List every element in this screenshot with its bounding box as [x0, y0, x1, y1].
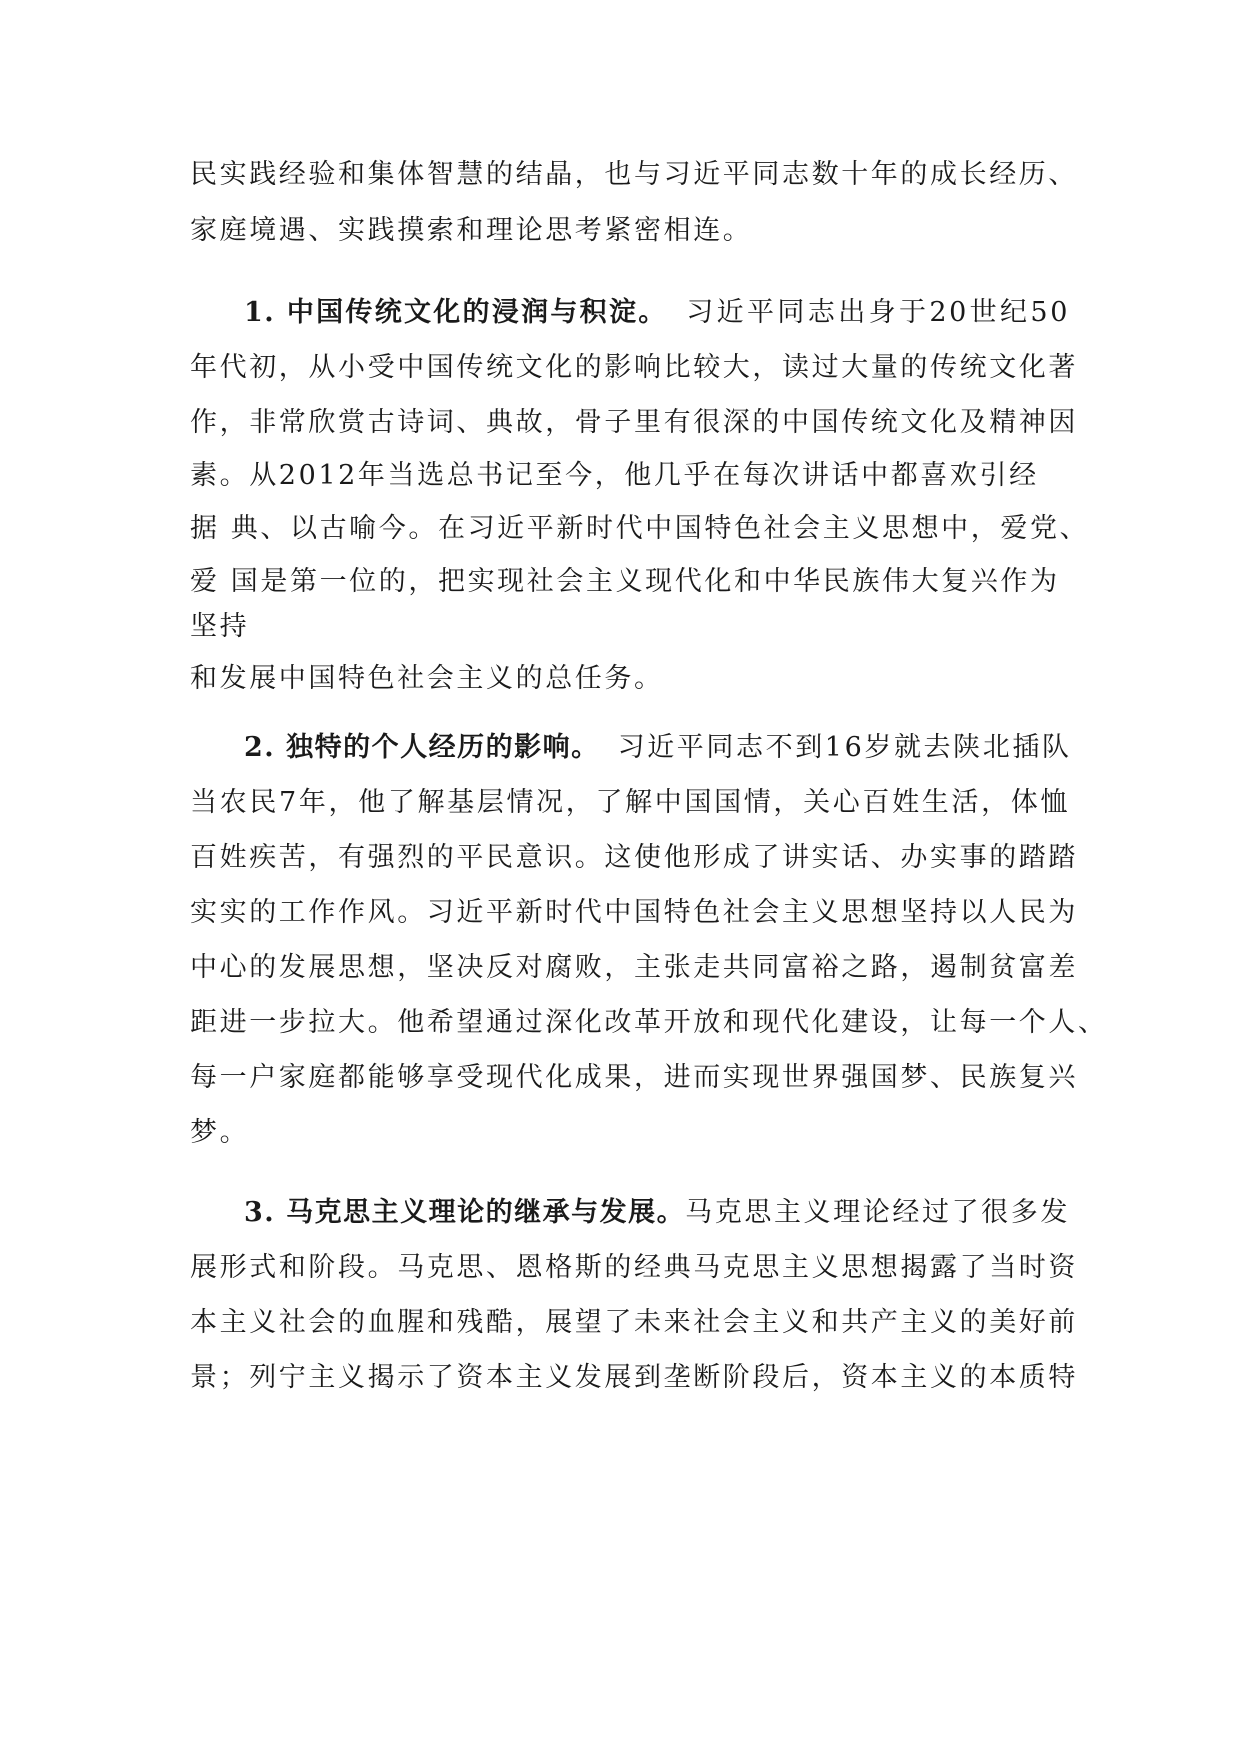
section-3-heading: 3. 马克思主义理论的继承与发展。 [244, 1197, 686, 1228]
section-3-line-3: 景；列宁主义揭示了资本主义发展到垄断阶段后，资本主义的本质特 [190, 1362, 1078, 1393]
section-1-first-text: 习近平同志出身于20世纪50 [685, 297, 1070, 328]
section-3-first-text: 马克思主义理论经过了很多发 [685, 1197, 1070, 1228]
section-1-line-2: 作，非常欣赏古诗词、典故，骨子里有很深的中国传统文化及精神因 [190, 407, 1078, 438]
section-2-line-4: 中心的发展思想，坚决反对腐败，主张走共同富裕之路，遏制贫富差 [190, 952, 1078, 983]
intro-line-1: 民实践经验和集体智慧的结晶，也与习近平同志数十年的成长经历、 [190, 159, 1078, 190]
section-1-first-line [244, 290, 1070, 329]
section-2-heading: 2. 独特的个人经历的影响。 [244, 732, 600, 763]
section-1-line-7: 和发展中国特色社会主义的总任务。 [190, 663, 664, 694]
section-2-line-1: 当农民7年，他了解基层情况，了解中国国情，关心百姓生活，体恤 [190, 787, 1070, 818]
section-1-line-5: 爱 国是第一位的，把实现社会主义现代化和中华民族伟大复兴作为 [190, 566, 1060, 597]
section-2-line-7: 梦。 [190, 1117, 250, 1148]
section-2-line-3: 实实的工作作风。习近平新时代中国特色社会主义思想坚持以人民为 [190, 897, 1078, 928]
section-2-first-text: 习近平同志不到16岁就去陕北插队 [617, 732, 1072, 763]
section-1-line-6: 坚持 [190, 611, 250, 642]
section-1-line-3: 素。从2012年当选总书记至今，他几乎在每次讲话中都喜欢引经 [190, 460, 1039, 491]
section-1-line-1: 年代初，从小受中国传统文化的影响比较大，读过大量的传统文化著 [190, 352, 1078, 383]
section-3-line-2: 本主义社会的血腥和残酷，展望了未来社会主义和共产主义的美好前 [190, 1307, 1078, 1338]
section-1-line-4: 据 典、以古喻今。在习近平新时代中国特色社会主义思想中，爱党、 [190, 513, 1090, 544]
intro-line-2: 家庭境遇、实践摸索和理论思考紧密相连。 [190, 215, 753, 246]
section-3-first-line [244, 1190, 1070, 1229]
section-2-line-5: 距进一步拉大。他希望通过深化改革开放和现代化建设，让每一个人、 [190, 1007, 1108, 1038]
section-2-line-2: 百姓疾苦，有强烈的平民意识。这使他形成了讲实话、办实事的踏踏 [190, 842, 1078, 873]
section-3-line-1: 展形式和阶段。马克思、恩格斯的经典马克思主义思想揭露了当时资 [190, 1252, 1078, 1283]
section-2-first-line [244, 725, 1070, 764]
section-1-heading: 1. 中国传统文化的浸润与积淀。 [244, 297, 668, 328]
section-2-line-6: 每一户家庭都能够享受现代化成果，进而实现世界强国梦、民族复兴 [190, 1062, 1078, 1093]
